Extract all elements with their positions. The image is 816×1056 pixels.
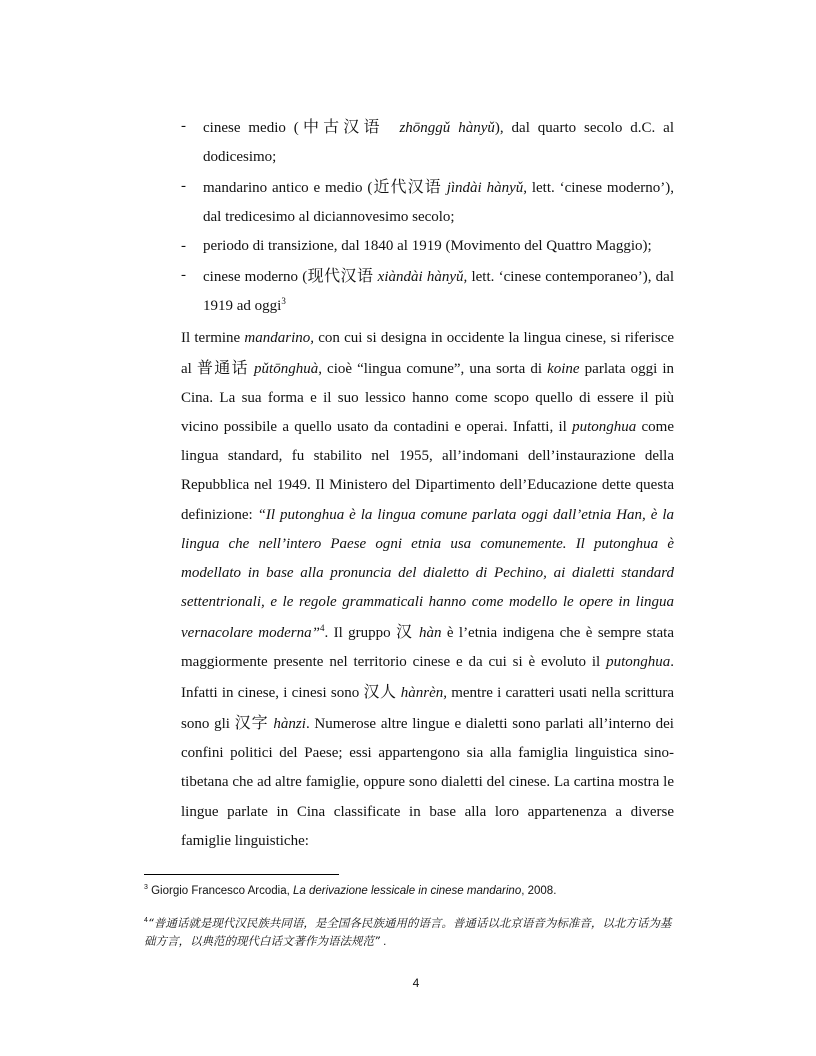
list-item: [181, 172, 674, 232]
pinyin-term: pǔtōnghuà: [254, 361, 319, 378]
period-text: cinese moderno (: [203, 269, 308, 285]
ministry-quote: “Il putonghua è la lingua comune parlata oggi dall’etnia Han, è la lingua che nell’intero Paese ogni etnia usa comunemente. Il putonghua è modellato in base alla pronuncia del dialetto di Pechino, ai dialetti standard settentrionali, e le regole grammaticali hanno come modello le opere in lingua vernacolare moderna”: [181, 506, 674, 641]
footnote-marker: 3: [144, 884, 148, 892]
pinyin-term: hàn: [419, 624, 442, 641]
italic-term: mandarino,: [244, 330, 314, 346]
list-dash: -: [181, 238, 186, 254]
period-text: cinese medio (: [203, 120, 299, 136]
footnote-author: Giorgio Francesco Arcodia,: [147, 885, 293, 897]
pinyin-term: zhōnggǔ hànyǔ: [399, 120, 495, 136]
period-text: mandarino antico e medio (: [203, 180, 373, 196]
chinese-term: 汉: [396, 621, 414, 641]
main-paragraph: [181, 324, 674, 856]
footnote-marker: 4: [144, 917, 148, 925]
italic-term: koine: [547, 361, 580, 378]
period-text: , lett. ‘cinese moderno’), dal tredicesimo al diciannovesimo secolo;: [203, 180, 674, 225]
footnote-year: , 2008.: [521, 885, 557, 897]
list-dash: -: [181, 118, 186, 134]
list-dash: -: [181, 178, 186, 194]
chinese-term: 现代汉语: [307, 266, 374, 285]
paragraph-text: . Infatti in cinese, i cinesi sono: [181, 654, 674, 702]
period-text: periodo di transizione, dal 1840 al 1919 (Movimento del Quattro Maggio);: [203, 238, 652, 254]
chinese-term: 汉字: [234, 713, 269, 733]
chinese-term: 普通话: [196, 358, 249, 378]
list-item: [181, 232, 674, 261]
period-text: lett. ‘cinese contemporaneo’), dal 1919 ad oggi: [203, 269, 674, 314]
pinyin-term: hànrèn,: [400, 685, 447, 702]
chinese-term: 近代汉语: [372, 177, 442, 196]
chinese-term: 中古汉语: [298, 117, 384, 136]
footnote-end: .: [383, 936, 387, 948]
list-item: [181, 261, 674, 321]
footnote-ref-3[interactable]: 3: [281, 296, 286, 306]
paragraph-text: parlata oggi in Cina. La sua forma e il suo lessico hanno come scopo quello di essere il più vicino possibile a quello usato da contadini e operai. Infatti, il: [181, 361, 675, 436]
paragraph-text: mentre i caratteri usati nella scrittura sono gli: [181, 685, 674, 733]
paragraph-text: Il termine: [181, 330, 245, 346]
paragraph-text: è l’etnia indigena che è sempre stata maggiormente presente nel territorio cinese e da cui si è evoluto il: [181, 624, 674, 671]
paragraph-text: come lingua standard, fu stabilito nel 1955, all’indomani dell’instaurazione della Repubblica nel 1949. Il Ministero del Dipartimento dell’Educazione dette questa definizione:: [181, 419, 674, 523]
page-number: 4: [412, 976, 420, 990]
pinyin-term: hànzi: [273, 716, 306, 733]
footnote-separator: [144, 874, 339, 875]
pinyin-term: jìndài hànyǔ: [446, 180, 524, 196]
chinese-periods-list: [181, 112, 674, 321]
pinyin-term: xiàndài hànyǔ,: [377, 269, 468, 285]
footnote-4: [144, 915, 676, 951]
chinese-term: 汉人: [363, 682, 397, 702]
italic-term: putonghua: [572, 419, 637, 436]
list-dash: -: [181, 267, 186, 283]
paragraph-text: , cioè “lingua comune”, una sorta di: [318, 361, 548, 378]
paragraph-text: con cui si designa in occidente la lingua cinese, si riferisce al: [181, 330, 674, 378]
list-item: [181, 112, 674, 172]
paragraph-text: . Numerose altre lingue e dialetti sono parlati all’interno dei confini politici del Paese; essi appartengono sia alla famiglia linguistica sino-tibetana che ad altre famiglie, oppure sono dialetti del cinese. La cartina mostra le lingue parlate in Cina classificate in base alla loro appartenenza a diverse famiglie linguistiche:: [181, 716, 674, 849]
footnote-chinese-quote: “普通话就是现代汉民族共同语，是全国各民族通用的语言。普通话以北京语音为标准音，以北方话为基础方言，以典范的现代白话文著作为语法规范”: [144, 916, 672, 948]
footnote-ref-4[interactable]: 4: [319, 622, 325, 633]
period-text: ), dal quarto secolo d.C. al dodicesimo;: [203, 120, 675, 165]
footnote-title: La derivazione lessicale in cinese mandarino: [293, 885, 522, 897]
italic-term: putonghua: [606, 654, 671, 671]
footnote-3: [144, 883, 676, 900]
paragraph-text: . Il gruppo: [324, 624, 396, 641]
